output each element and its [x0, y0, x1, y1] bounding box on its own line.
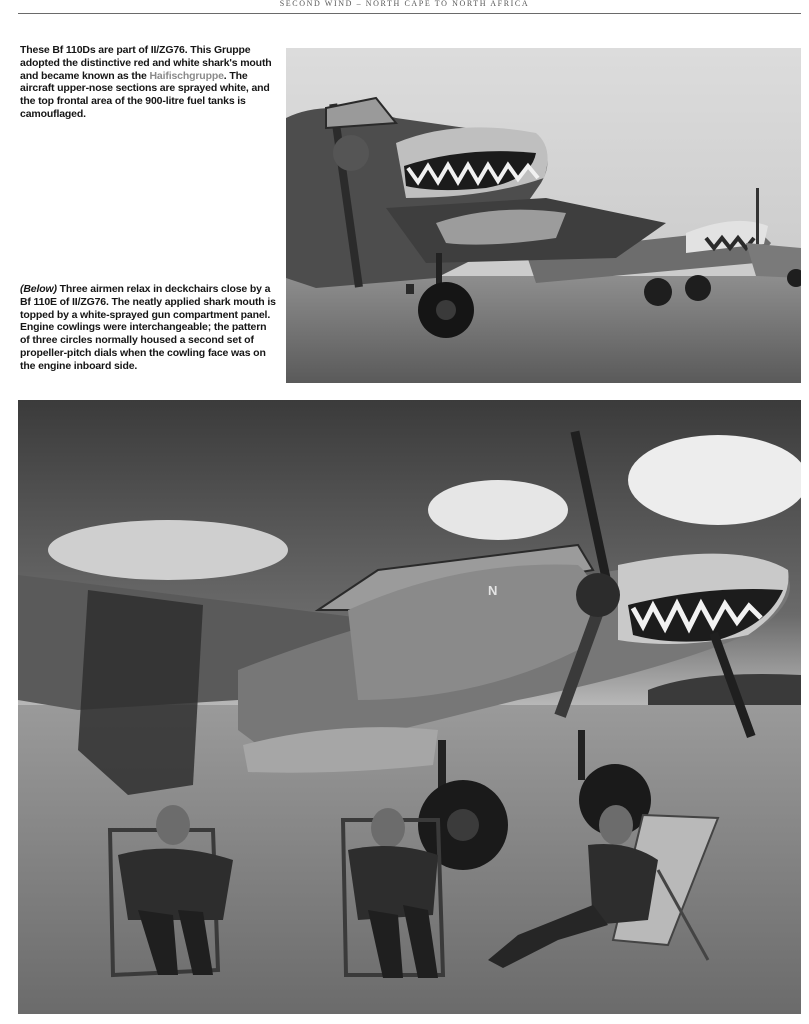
- photo-bf110d-lineup: [286, 48, 801, 383]
- header-rule: [18, 13, 801, 14]
- running-head: SECOND WIND – NORTH CAPE TO NORTH AFRICA: [279, 0, 530, 8]
- caption-bottom: [20, 283, 278, 373]
- caption-bottom-text: Three airmen relax in deckchairs close by a Bf 110E of II/ZG76. The neatly applied shark mouth is topped by a white-sprayed gun compartment panel. Engine cowlings were interchangeable; the pattern of three circles normally housed a second set of propeller-pitch dials when the cowling face was on the engine inboard side.: [20, 283, 276, 372]
- caption-top-text-1: These Bf 110Ds are part of II/ZG76. This Gruppe adopted the distinctive red and white shark's mouth and became known as the: [20, 44, 272, 82]
- caption-bottom-lead: (Below): [20, 283, 57, 295]
- caption-top-text-2: . The aircraft upper-nose sections are sprayed white, and the top frontal area of the 900-litre fuel tanks is camouflaged.: [20, 69, 270, 120]
- caption-top-highlight: Haifischgruppe: [149, 69, 224, 82]
- caption-top: [20, 44, 278, 121]
- aircraft-code-letter: N: [488, 583, 498, 598]
- photo-bf110e-airmen: [18, 400, 801, 1014]
